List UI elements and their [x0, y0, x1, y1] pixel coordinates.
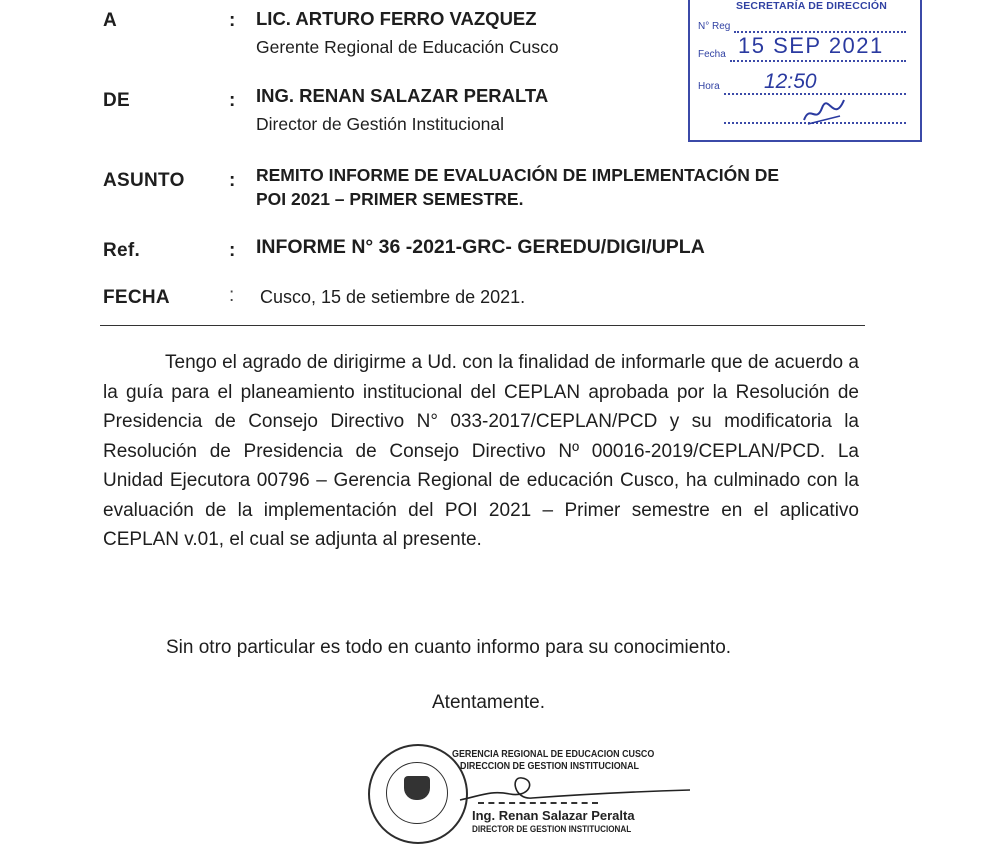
subject-label: ASUNTO [103, 170, 185, 191]
stamp-reg-label: N° Reg [698, 21, 731, 32]
subject-line-2: POI 2021 – PRIMER SEMESTRE. [256, 189, 524, 209]
date-colon: : [229, 285, 235, 306]
farewell: Atentamente. [432, 692, 546, 713]
handwritten-signature-icon [440, 770, 700, 810]
stamp-date-label: Fecha [698, 49, 726, 60]
closing-line: Sin otro particular es todo en cuanto informo para su conocimiento. [166, 637, 732, 658]
signer-name: Ing. Renan Salazar Peralta [472, 808, 635, 823]
to-label: A [103, 10, 118, 31]
subject-line-1: REMITO INFORME DE EVALUACIÓN DE IMPLEMENTACIÓN DE [256, 165, 780, 185]
signature-stamp-line-1: GERENCIA REGIONAL DE EDUCACION CUSCO [452, 748, 655, 760]
from-colon: : [229, 90, 236, 111]
coat-of-arms-icon [404, 776, 430, 800]
body-paragraph: Tengo el agrado de dirigirme a Ud. con la finalidad de informarle que de acuerdo a la guía para el planeamiento institucional del CEPLAN aprobada por la Resolución de Presidencia de Consejo Directivo N° 033-2017/CEPLAN/PCD y su modificatoria la Resolución de Presidencia de Consejo Directivo Nº 00016-2019/CEPLAN/PCD. La Unidad Ejecutora 00796 – Gerencia Regional de educación Cusco, ha culminado con la evaluación de la implementación del POI 2021 – Primer semestre en el aplicativo CEPLAN v.01, el cual se adjunta al presente. [103, 352, 859, 550]
from-role: Director de Gestión Institucional [256, 114, 505, 134]
subject-colon: : [229, 170, 236, 191]
to-name: LIC. ARTURO FERRO VAZQUEZ [256, 8, 537, 29]
reception-stamp [688, 0, 922, 142]
signer-title: DIRECTOR DE GESTION INSTITUCIONAL [472, 824, 632, 834]
from-name: ING. RENAN SALAZAR PERALTA [256, 85, 549, 106]
stamp-initials [800, 94, 850, 128]
stamp-time-value: 12:50 [764, 70, 817, 93]
signature-stamp-line-2: DIRECCION DE GESTION INSTITUCIONAL [460, 760, 640, 772]
ref-colon: : [229, 240, 236, 261]
ref-value: INFORME N° 36 -2021-GRC- GEREDU/DIGI/UPLA [256, 236, 705, 258]
stamp-date-value: 15 SEP 2021 [738, 33, 884, 58]
signature-dash-line [478, 802, 598, 804]
date-label: FECHA [103, 287, 170, 308]
to-role: Gerente Regional de Educación Cusco [256, 37, 559, 57]
stamp-title: SECRETARÍA DE DIRECCIÓN [736, 0, 888, 12]
stamp-time-label: Hora [698, 81, 720, 92]
date-value: Cusco, 15 de setiembre de 2021. [260, 287, 526, 307]
header-divider [100, 325, 865, 326]
to-colon: : [229, 10, 236, 31]
stamp-date-line [730, 60, 906, 62]
ref-label: Ref. [103, 240, 141, 261]
from-label: DE [103, 90, 130, 111]
